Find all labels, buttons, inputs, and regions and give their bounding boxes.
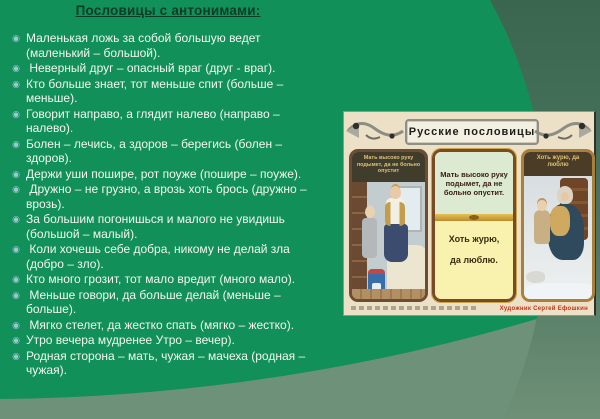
list-item bbox=[6, 333, 328, 348]
floor-shape bbox=[352, 289, 425, 299]
proverb-text: Кто больше знает, тот меньше спит (больше – меньше). bbox=[26, 76, 287, 105]
proverb-text: Утро вечера мудренее Утро – вечер). bbox=[26, 333, 235, 347]
child-figure bbox=[537, 200, 547, 211]
proverb-text: За большим погонишься и малого не увидишь (большой – малый). bbox=[26, 212, 289, 241]
illegible-fine-print bbox=[351, 306, 479, 310]
bullet-icon: ◉ bbox=[12, 319, 20, 330]
proverb-text: Неверный друг – опасный враг (друг - враг). bbox=[26, 61, 276, 75]
poster-panel-left bbox=[349, 149, 428, 302]
woman-figure bbox=[561, 192, 569, 201]
boy-figure bbox=[365, 206, 375, 218]
gold-divider bbox=[435, 214, 513, 221]
proverb-text: Маленькая ложь за собой большую ведет (маленький – большой). bbox=[26, 31, 264, 60]
list-item bbox=[6, 272, 328, 287]
bullet-icon: ◉ bbox=[12, 184, 20, 194]
list-item bbox=[6, 349, 328, 378]
child-figure bbox=[534, 210, 550, 244]
list-item bbox=[6, 107, 328, 136]
proverb-list bbox=[6, 31, 328, 379]
list-item bbox=[6, 182, 328, 211]
bullet-icon: ◉ bbox=[12, 350, 20, 361]
proverb-text-bottom-line1: Хоть журю, bbox=[448, 234, 500, 244]
bullet-icon: ◉ bbox=[12, 214, 20, 224]
page-title: Пословицы с антонимами: bbox=[75, 3, 261, 18]
mother-figure bbox=[384, 224, 408, 262]
proverb-text: Родная сторона – мать, чужая – мачеха (родная – чужая). bbox=[26, 348, 309, 377]
list-item bbox=[6, 31, 328, 60]
bullet-icon: ◉ bbox=[12, 78, 20, 89]
poster-panel-right bbox=[521, 149, 595, 302]
proverb-text-top: Мать высоко руку подымет, да не больно опустит. bbox=[440, 169, 508, 197]
proverb-text: Дружно – не грузно, а врозь хоть брось (дружно – врозь). bbox=[26, 182, 311, 211]
proverb-text-bottom-line2: да люблю. bbox=[450, 255, 498, 265]
proverb-text: Кто много грозит, тот мало вредит (много мало). bbox=[26, 272, 296, 286]
list-item bbox=[6, 77, 328, 106]
proverb-text: Держи уши пошире, рот поуже (пошире – поуже). bbox=[26, 166, 302, 181]
middle-panel-top-section bbox=[435, 152, 513, 214]
middle-panel-bottom-section bbox=[435, 234, 513, 265]
proverb-text: Мягко стелет, да жестко спать (мягко – жестко). bbox=[26, 317, 295, 332]
proverb-text: Коли хочешь себе добра, никому не делай зла (добро – зло). bbox=[26, 242, 294, 271]
proverb-text: Болен – лечись, а здоров – берегись (болен – здоров). bbox=[26, 136, 286, 165]
woman-figure bbox=[550, 206, 570, 236]
mother-figure bbox=[390, 186, 401, 199]
list-item bbox=[6, 212, 328, 241]
poster-header bbox=[344, 117, 594, 145]
left-panel-caption: Мать высоко руку подымет, да не больно опустит bbox=[352, 152, 425, 182]
russian-proverbs-poster-image bbox=[343, 111, 596, 316]
mother-and-son-illustration bbox=[352, 182, 425, 299]
proverb-text: Говорит направо, а глядит налево (направо – налево). bbox=[26, 106, 284, 135]
bullet-icon: ◉ bbox=[12, 335, 20, 345]
bullet-icon: ◉ bbox=[12, 138, 20, 149]
artist-credit: Художник Сергей Ефошкин bbox=[499, 306, 588, 312]
scroll-ornament-icon bbox=[534, 119, 592, 143]
mother-figure bbox=[385, 202, 405, 226]
bullet-icon: ◉ bbox=[12, 108, 20, 119]
poster-panel-middle bbox=[432, 149, 516, 302]
poster-title-banner bbox=[405, 119, 539, 145]
proverb-text: Меньше говори, да больше делай (меньше – больше). bbox=[26, 287, 285, 316]
bullet-icon: ◉ bbox=[12, 289, 20, 300]
bullet-icon: ◉ bbox=[12, 33, 20, 43]
bullet-icon: ◉ bbox=[12, 274, 20, 284]
scroll-ornament-icon bbox=[346, 119, 404, 143]
boy-figure bbox=[362, 218, 377, 258]
list-item bbox=[6, 242, 328, 271]
dog-shape bbox=[526, 271, 545, 283]
list-item bbox=[6, 318, 328, 333]
snow-ground-shape bbox=[524, 283, 592, 299]
bullet-icon: ◉ bbox=[12, 63, 20, 73]
bullet-icon: ◉ bbox=[12, 244, 20, 254]
list-item bbox=[6, 61, 328, 76]
list-item bbox=[6, 137, 328, 166]
list-item bbox=[6, 167, 328, 182]
list-item bbox=[6, 288, 328, 317]
poster-title: Русские пословицы bbox=[408, 126, 536, 138]
winter-scene-illustration bbox=[524, 176, 592, 299]
right-panel-caption: Хоть журю, да люблю bbox=[524, 152, 592, 176]
bullet-icon: ◉ bbox=[12, 168, 20, 179]
